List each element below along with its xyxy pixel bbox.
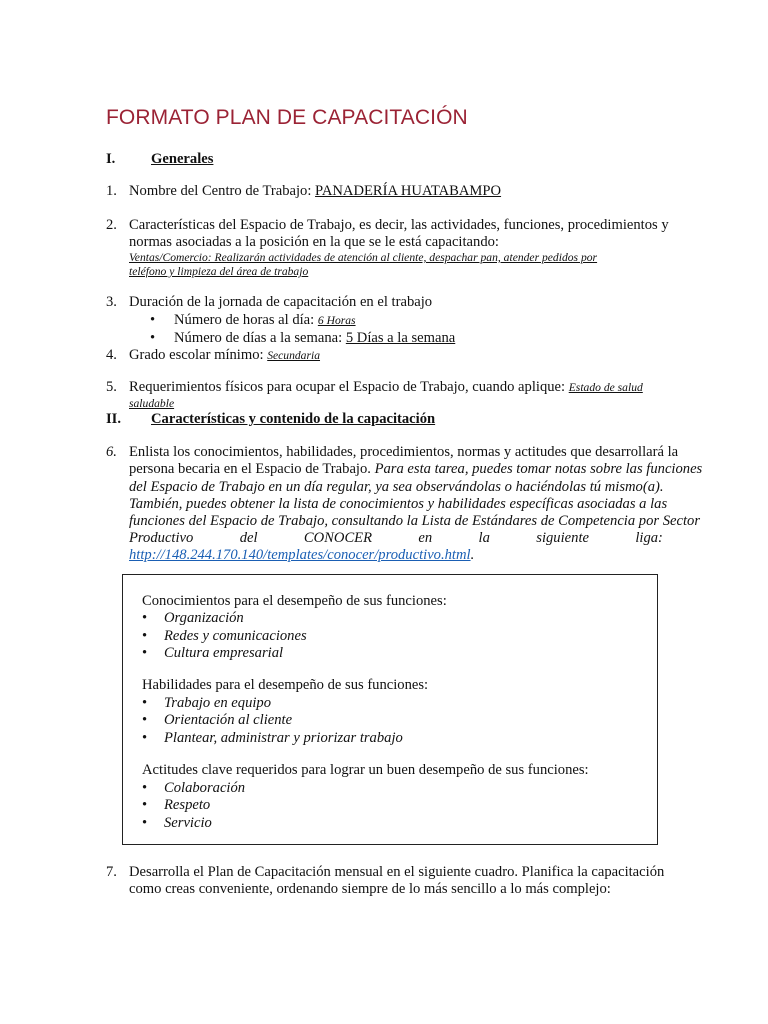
attitudes-item: • Servicio: [142, 815, 212, 831]
skills-item: • Trabajo en equipo: [142, 695, 272, 711]
item-1-text: [129, 182, 501, 200]
item-4-label: Grado escolar mínimo:: [129, 347, 268, 363]
physical-req-value-1: Estado de salud: [568, 381, 643, 394]
knowledge-item: • Organización: [142, 610, 244, 626]
item-6-line-3: del Espacio de Trabajo en un día regular, ya sea observándolas o haciéndolas tú mismo(a).: [129, 479, 664, 495]
line-6-word-en: en: [418, 530, 433, 546]
attitudes-heading: Actitudes clave requeridos para lograr un buen desempeño de sus funciones:: [142, 762, 589, 778]
item-3-bullet-1: [150, 311, 356, 330]
item-4-text: [129, 346, 320, 365]
bullet-icon: •: [142, 797, 148, 813]
item-3-number: 3.: [106, 294, 117, 310]
attitudes-item: • Respeto: [142, 797, 211, 813]
bullet-icon: •: [142, 712, 148, 728]
item-6-line-1: Enlista los conocimientos, habilidades, procedimientos, normas y actitudes que desarrollará la: [129, 444, 679, 460]
item-4-number: 4.: [106, 347, 117, 363]
item-5-number: 5.: [106, 379, 117, 395]
item-5-label: Requerimientos físicos para ocupar el Espacio de Trabajo, cuando aplique:: [129, 379, 569, 395]
section-1-number: I.: [106, 151, 116, 167]
document-title: FORMATO PLAN DE CAPACITACIÓN: [106, 106, 468, 129]
bullet-icon: •: [150, 330, 156, 346]
link-period: .: [470, 547, 475, 563]
knowledge-item: • Redes y comunicaciones: [142, 628, 307, 644]
item-2-answer-line-2: teléfono y limpieza del área de trabajo: [129, 265, 309, 278]
item-6-link-line: [129, 546, 474, 564]
education-value: Secundaria: [267, 349, 321, 362]
item-6-number: 6.: [106, 444, 117, 460]
skills-heading: Habilidades para el desempeño de sus funciones:: [142, 677, 429, 693]
line-6-word-conocer: CONOCER: [303, 530, 373, 546]
item-5-text: [129, 378, 643, 397]
attitudes-item: • Colaboración: [142, 780, 246, 796]
item-7-number: 7.: [106, 864, 117, 880]
item-6-line-2: [129, 460, 702, 478]
bullet-icon: •: [142, 695, 148, 711]
item-2-number: 2.: [106, 217, 117, 233]
item-7-line-2: como creas conveniente, ordenando siempre de lo más sencillo a lo más complejo:: [129, 881, 611, 897]
bullet-icon: •: [142, 628, 148, 644]
bullet-icon: •: [142, 730, 148, 746]
line-6-word-siguiente: siguiente: [536, 530, 589, 546]
item-1-number: 1.: [106, 183, 117, 199]
section-1-title: Generales: [151, 151, 214, 167]
item-2-answer-line-1: Ventas/Comercio: Realizarán actividades de atención al cliente, despachar pan, atender pedidos por: [129, 251, 598, 264]
section-2-number: II.: [106, 411, 122, 427]
bullet-icon: •: [142, 610, 148, 626]
bullet-icon: •: [142, 815, 148, 831]
item-3-label: Duración de la jornada de capacitación en el trabajo: [129, 294, 433, 310]
item-2-line-2: normas asociadas a la posición en la que se le está capacitando:: [129, 234, 499, 250]
bullet-icon: •: [150, 312, 156, 328]
knowledge-heading: Conocimientos para el desempeño de sus funciones:: [142, 593, 447, 609]
knowledge-item: • Cultura empresarial: [142, 645, 284, 661]
line-6-word-liga: liga:: [635, 530, 663, 546]
days-label: Número de días a la semana:: [174, 330, 346, 346]
line-6-word-del: del: [239, 530, 258, 546]
item-7-line-1: Desarrolla el Plan de Capacitación mensual en el siguiente cuadro. Planifica la capacitación: [129, 864, 665, 880]
conocer-link[interactable]: http://148.244.170.140/templates/conocer/productivo.html: [129, 547, 471, 563]
item-1-label: Nombre del Centro de Trabajo:: [129, 183, 316, 199]
item-6-line-5: funciones del Espacio de Trabajo, consultando la Lista de Estándares de Competencia por Sector: [129, 513, 700, 529]
skills-item: • Orientación al cliente: [142, 712, 293, 728]
line-6-word-la: la: [478, 530, 490, 546]
line-6-word-productivo: Productivo: [129, 530, 194, 546]
item-6-line-2-italic: Para esta tarea, puedes tomar notas sobre las funciones: [374, 461, 703, 477]
hours-value: 6 Horas: [317, 314, 356, 327]
item-3-bullet-2: [150, 329, 455, 347]
workplace-name: PANADERÍA HUATABAMPO: [315, 183, 502, 199]
skills-item: • Plantear, administrar y priorizar trabajo: [142, 730, 403, 746]
bullet-icon: •: [142, 780, 148, 796]
item-6-line-4: También, puedes obtener la lista de conocimientos y habilidades específicas asociadas a las: [129, 496, 668, 512]
hours-label: Número de horas al día:: [174, 312, 318, 328]
bullet-icon: •: [142, 645, 148, 661]
days-value: 5 Días a la semana: [345, 330, 456, 346]
section-2-title: Características y contenido de la capacitación: [151, 411, 436, 427]
item-2-line-1: Características del Espacio de Trabajo, es decir, las actividades, funciones, procedimientos y: [129, 217, 669, 233]
item-6-line-6: [129, 529, 663, 547]
physical-req-value-2: saludable: [129, 397, 175, 410]
item-6-line-2-regular: persona becaria en el Espacio de Trabajo.: [129, 461, 375, 477]
